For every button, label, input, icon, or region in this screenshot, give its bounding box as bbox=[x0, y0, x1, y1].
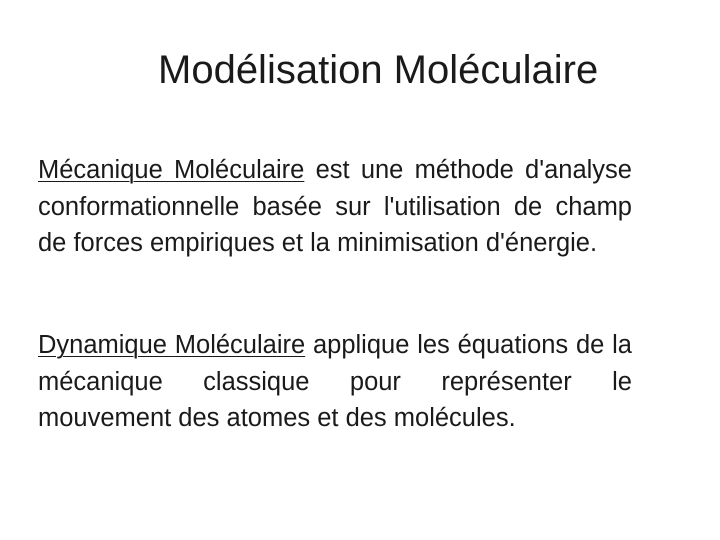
paragraph-dynamique-moleculaire bbox=[38, 327, 632, 437]
term-moleculaire: Moléculaire bbox=[173, 156, 305, 184]
slide-title: Modélisation Moléculaire bbox=[158, 48, 599, 92]
term-moleculaire: Moléculaire bbox=[174, 331, 306, 359]
paragraph-text: applique les équations de la mécanique classique pour représenter le mouvement des atomes et des molécules. bbox=[38, 331, 632, 432]
paragraph-mecanique-moleculaire bbox=[38, 152, 632, 262]
paragraph-text: est une méthode d'analyse conformationnelle basée sur l'utilisation de champ de forces empiriques et la minimisation d'énergie. bbox=[38, 156, 632, 257]
term-mecanique: Mécanique bbox=[38, 156, 174, 184]
term-dynamique: Dynamique bbox=[38, 331, 175, 359]
